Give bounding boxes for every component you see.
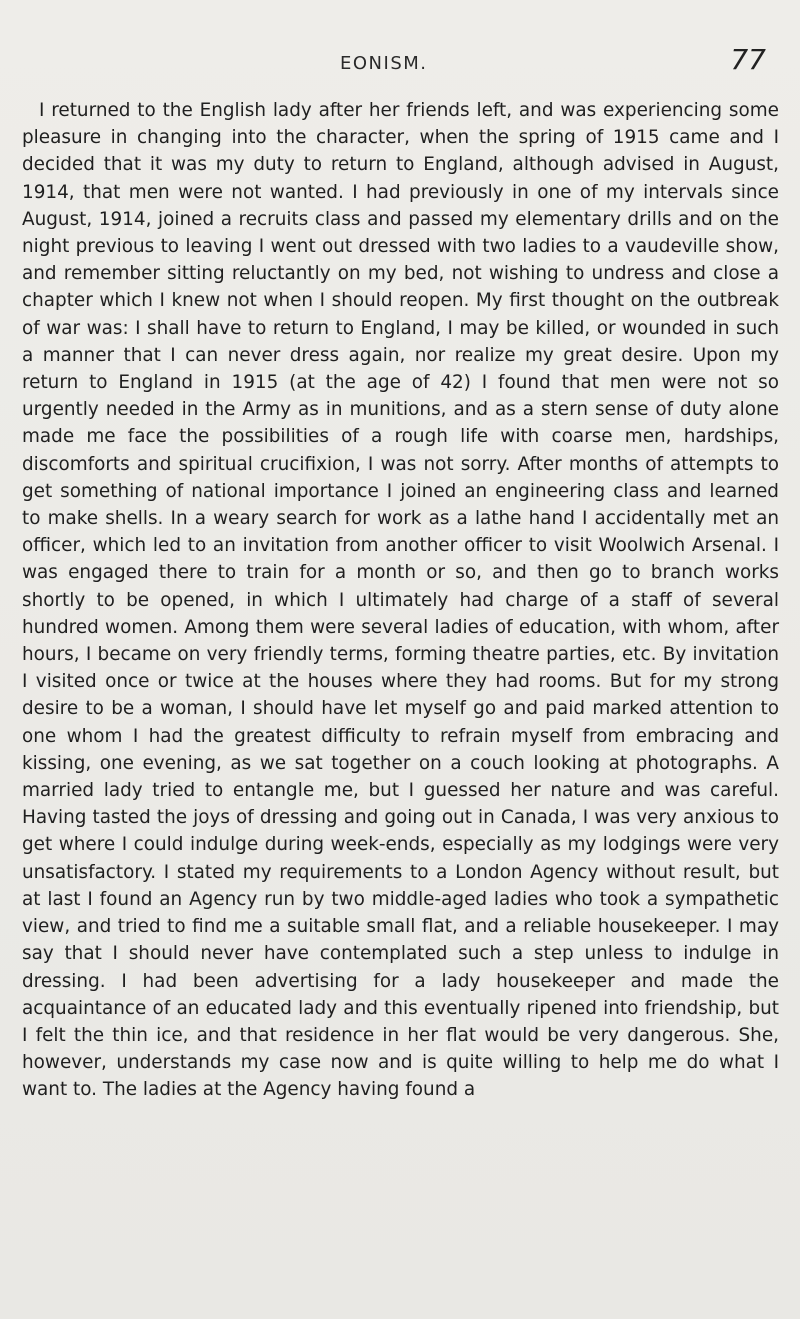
running-title: EONISM.: [340, 53, 428, 74]
body-paragraph: I returned to the English lady after her friends left, and was experiencing some pleasure in changing into the character, when the spring of 1915 came and I decided that it was my duty to return to England, although advised in August, 1914, that men were not wanted. I had previously in one of my intervals since August, 1914, joined a recruits class and passed my elementary drills and on the night previous to leaving I went out dressed with two ladies to a vaudeville show, and remember sitting reluctantly on my bed, not wishing to undress and close a chapter which I knew not when I should reopen. My first thought on the outbreak of war was: I shall have to return to England, I may be killed, or wounded in such a manner that I can never dress again, nor realize my great desire. Upon my return to England in 1915 (at the age of 42) I found that men were not so urgently needed in the Army as in munitions, and as a stern sense of duty alone made me face the possibilities of a rough life with coarse men, hardships, discomforts and spiritual crucifixion, I was not sorry. After months of attempts to get something of national importance I joined an engineering class and learned to make shells. In a weary search for work as a lathe hand I accidentally met an officer, which led to an invitation from another officer to visit Woolwich Arsenal. I was engaged there to train for a month or so, and then go to branch works shortly to be opened, in which I ultimately had charge of a staff of several hundred women. Among them were several ladies of education, with whom, after hours, I became on very friendly terms, forming theatre parties, etc. By invitation I visited once or twice at the houses where they had rooms. But for my strong desire to be a woman, I should have let myself go and paid marked attention to one whom I had the greatest difficulty to refrain myself from embracing and kissing, one evening, as we sat together on a couch looking at photographs. A married lady tried to entangle me, but I guessed her nature and was careful. Having tasted the joys of dressing and going out in Canada, I was very anxious to get where I could indulge during week-ends, especially as my lodgings were very unsatisfactory. I stated my requirements to a London Agency without result, but at last I found an Agency run by two middle-aged ladies who took a sympathetic view, and tried to find me a suitable small flat, and a reliable housekeeper. I may say that I should never have contemplated such a step unless to indulge in dressing. I had been advertising for a lady housekeeper and made the acquaintance of an educated lady and this eventually ripened into friendship, but I felt the thin ice, and that residence in her flat would be very dangerous. She, however, understands my case now and is quite willing to help me do what I want to. The ladies at the Agency having found a: [22, 100, 779, 1101]
page-header: [0, 43, 800, 87]
page-number: 77: [730, 43, 766, 76]
